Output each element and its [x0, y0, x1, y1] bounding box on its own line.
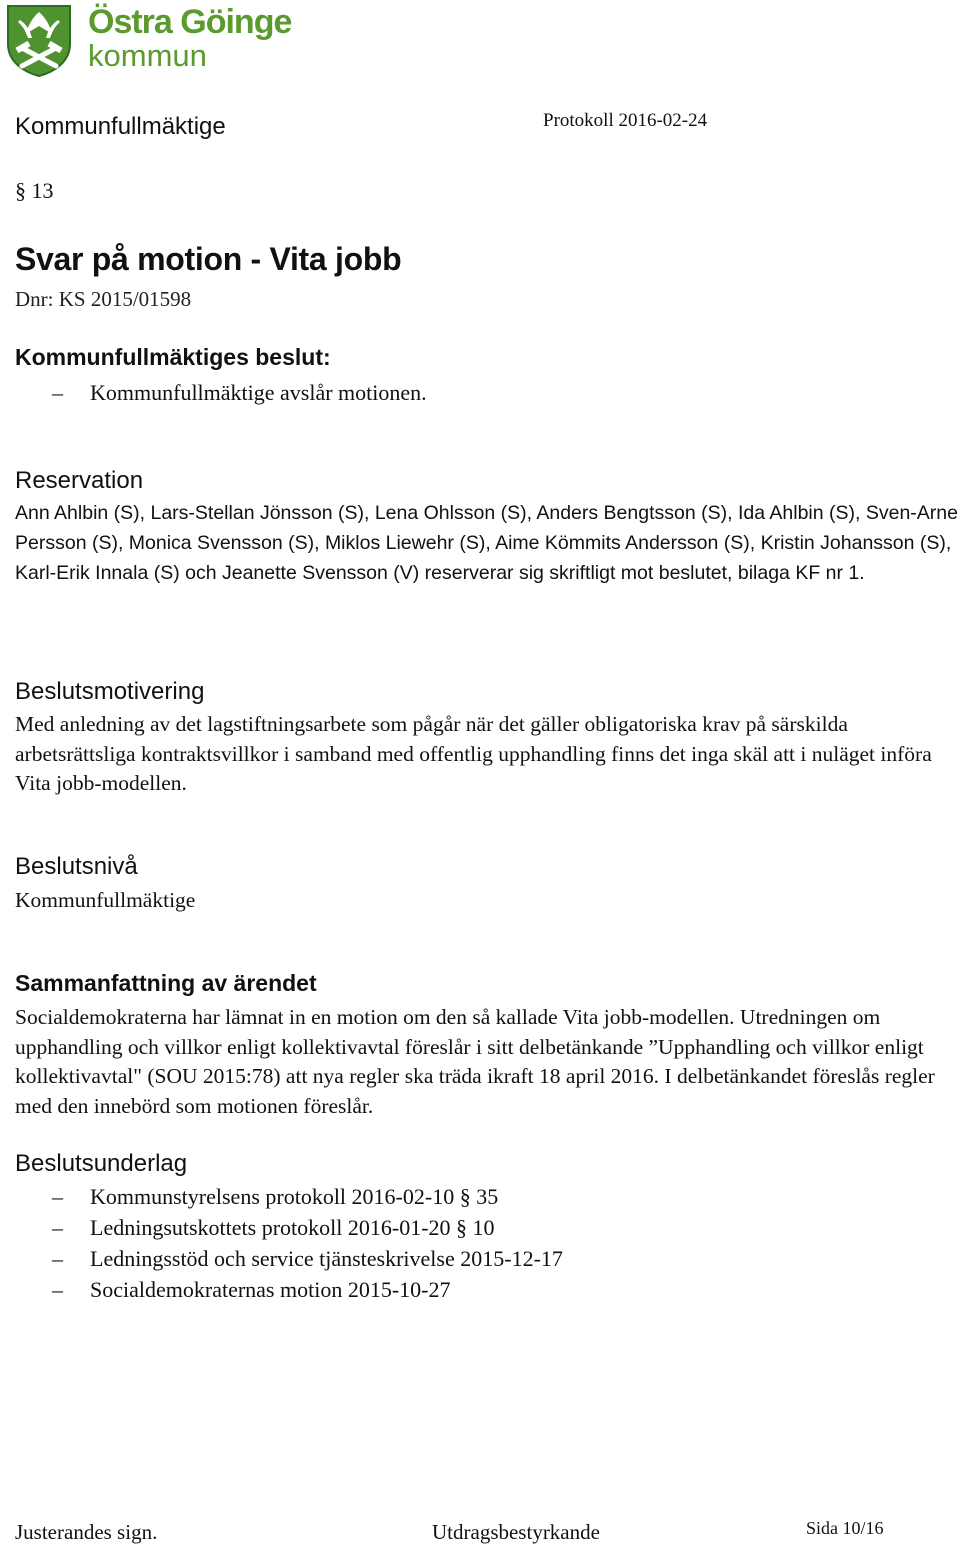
footer-certification-label: Utdragsbestyrkande: [432, 1520, 600, 1544]
basis-item: [52, 1246, 563, 1272]
basis-item: [52, 1184, 498, 1210]
basis-item-text: Socialdemokraternas motion 2015-10-27: [90, 1277, 451, 1302]
decision-item: [52, 380, 427, 406]
coat-of-arms-icon: [6, 4, 72, 78]
page-title: Svar på motion - Vita jobb: [15, 241, 402, 277]
logo: [6, 2, 306, 80]
dash-icon: –: [52, 380, 63, 405]
basis-item-text: Ledningsstöd och service tjänsteskrivelse 2015-12-17: [90, 1246, 563, 1271]
decision-heading: Kommunfullmäktiges beslut:: [15, 344, 331, 370]
motivation-text: Med anledning av det lagstiftningsarbete som pågår när det gäller obligatoriska krav på särskilda arbetsrättsliga kontraktsvillkor i samband med offentlig upphandling finns det inga skäl att i nuläget införa Vita jobb-modellen.: [15, 712, 932, 795]
basis-item-text: Kommunstyrelsens protokoll 2016-02-10 § 35: [90, 1184, 499, 1209]
basis-item: [52, 1277, 450, 1303]
dash-icon: –: [52, 1215, 63, 1240]
dash-icon: –: [52, 1277, 63, 1302]
footer-signature-label: Justerandes sign.: [15, 1520, 158, 1544]
decision-level-text: Kommunfullmäktige: [15, 888, 196, 912]
header-title: Kommunfullmäktige: [15, 113, 226, 140]
basis-item-text: Ledningsutskottets protokoll 2016-01-20 § 10: [90, 1215, 495, 1240]
footer-page-number: Sida 10/16: [806, 1518, 884, 1538]
logo-sub: kommun: [88, 38, 207, 73]
case-number: Dnr: KS 2015/01598: [15, 287, 192, 311]
dash-icon: –: [52, 1246, 63, 1271]
header-protocol-date: Protokoll 2016-02-24: [543, 110, 708, 131]
motivation-heading: Beslutsmotivering: [15, 678, 205, 705]
basis-item: [52, 1215, 495, 1241]
dash-icon: –: [52, 1184, 63, 1209]
decision-level-heading: Beslutsnivå: [15, 853, 138, 880]
summary-text: Socialdemokraterna har lämnat in en motion om den så kallade Vita jobb-modellen. Utredningen om upphandling och villkor enligt kollektivavtal föreslår i sitt delbetänkande ”Upphandling och villkor enligt kollektivavtal" (SOU 2015:78) att nya regler ska träda ikraft 18 april 2016. I delbetänkandet föreslås regler med den innebörd som motionen föreslår.: [15, 1005, 935, 1118]
summary-heading: Sammanfattning av ärendet: [15, 970, 317, 996]
decision-item-text: Kommunfullmäktige avslår motionen.: [90, 380, 427, 405]
reservation-heading: Reservation: [15, 467, 144, 494]
reservation-text: Ann Ahlbin (S), Lars-Stellan Jönsson (S), Lena Ohlsson (S), Anders Bengtsson (S), Ida Ahlbin (S), Sven-Arne Persson (S), Monica Svensson (S), Miklos Liewehr (S), Aime Kömmits Andersson (S), Kristin Johansson (S), Karl-Erik Innala (S) och Jeanette Svensson (V) reserverar sig skriftligt mot beslutet, bilaga KF nr 1.: [15, 502, 958, 584]
basis-heading: Beslutsunderlag: [15, 1150, 188, 1177]
logo-name: Östra Göinge: [88, 3, 292, 41]
paragraph-number: § 13: [15, 178, 54, 203]
